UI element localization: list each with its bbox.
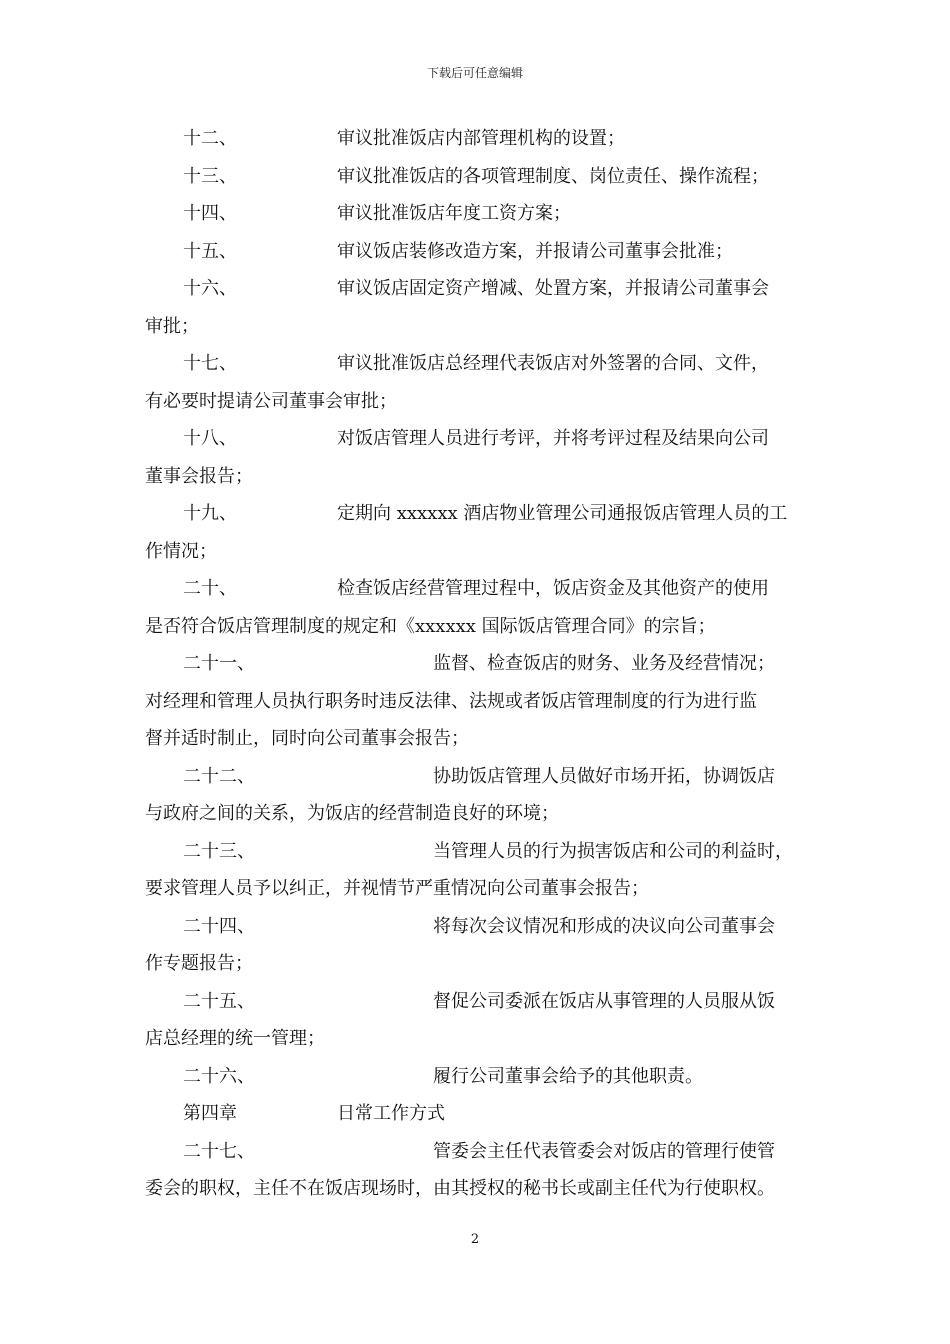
- item-text: 审议批准饭店年度工资方案；: [337, 203, 571, 224]
- item-text-continued: 审批；: [145, 315, 199, 337]
- item-text-continued: 店总经理的统一管理；: [145, 1028, 325, 1049]
- item-text-continued: 与政府之间的关系，为饭店的经营制造良好的环境；: [145, 803, 559, 824]
- item-text: 检查饭店经营管理过程中，饭店资金及其他资产的使用: [337, 578, 769, 599]
- item-number: 十五、: [183, 240, 237, 262]
- item-text-continued: 作专题报告；: [145, 953, 253, 974]
- page-number: 2: [470, 1232, 480, 1247]
- item-text: 履行公司董事会给予的其他职责。: [433, 1065, 703, 1087]
- item-24-continuation: [145, 945, 815, 983]
- chapter-heading: [145, 1095, 815, 1133]
- item-text-continued: 要求管理人员予以纠正，并视情节严重情况向公司董事会报告；: [145, 878, 649, 899]
- item-text: 审议批准饭店的各项管理制度、岗位责任、操作流程；: [337, 165, 769, 187]
- item-number: 二十二、: [183, 765, 255, 787]
- item-25-continuation: [145, 1020, 815, 1058]
- item-21-continuation: [145, 720, 815, 758]
- item-19: [145, 495, 815, 533]
- item-26: [145, 1058, 815, 1096]
- item-number: 十六、: [183, 278, 237, 299]
- item-text: 审议饭店装修改造方案，并报请公司董事会批准；: [337, 240, 733, 262]
- item-27: [145, 1133, 815, 1171]
- item-text: 对饭店管理人员进行考评，并将考评过程及结果向公司: [337, 428, 769, 449]
- chapter-number: 第四章: [183, 1103, 237, 1124]
- item-13: [145, 158, 815, 196]
- item-text: 定期向 xxxxxx 酒店物业管理公司通报饭店管理人员的工: [337, 503, 788, 524]
- item-number: 十九、: [183, 503, 237, 524]
- item-number: 十四、: [183, 203, 237, 224]
- item-17: [145, 345, 815, 383]
- item-text: 将每次会议情况和形成的决议向公司董事会: [433, 915, 775, 937]
- item-number: 十三、: [183, 165, 237, 187]
- page-header: 下载后可任意编辑: [426, 66, 523, 80]
- item-text-continued: 督并适时制止，同时向公司董事会报告；: [145, 728, 469, 749]
- item-20-continuation: [145, 608, 815, 646]
- item-text-continued: 对经理和管理人员执行职务时违反法律、法规或者饭店管理制度的行为进行监: [145, 690, 757, 712]
- item-15: [145, 233, 815, 271]
- item-number: 二十三、: [183, 840, 255, 862]
- item-text-continued: 董事会报告；: [145, 465, 253, 487]
- item-text-continued: 作情况；: [145, 540, 217, 562]
- item-number: 二十五、: [183, 990, 255, 1012]
- item-25: [145, 983, 815, 1021]
- item-24: [145, 908, 815, 946]
- item-number: 二十六、: [183, 1065, 255, 1087]
- item-text: 审议批准饭店内部管理机构的设置；: [337, 128, 625, 149]
- item-text: 协助饭店管理人员做好市场开拓，协调饭店: [433, 765, 775, 787]
- item-text: 当管理人员的行为损害饭店和公司的利益时，: [433, 840, 793, 862]
- item-21: [145, 645, 815, 683]
- item-27-continuation: [145, 1170, 815, 1208]
- item-21-continuation: [145, 683, 815, 721]
- item-22: [145, 758, 815, 796]
- item-16-continuation: [145, 308, 815, 346]
- item-text: 监督、检查饭店的财务、业务及经营情况；: [433, 653, 775, 674]
- item-text-continued: 委会的职权，主任不在饭店现场时，由其授权的秘书长或副主任代为行使职权。: [145, 1178, 775, 1199]
- document-body: [145, 120, 815, 1208]
- item-text: 审议饭店固定资产增减、处置方案，并报请公司董事会: [337, 278, 769, 299]
- item-text: 督促公司委派在饭店从事管理的人员服从饭: [433, 990, 775, 1012]
- item-number: 十二、: [183, 128, 237, 149]
- item-20: [145, 570, 815, 608]
- item-text-continued: 是否符合饭店管理制度的规定和《xxxxxx 国际饭店管理合同》的宗旨；: [145, 615, 716, 637]
- item-23: [145, 833, 815, 871]
- item-18: [145, 420, 815, 458]
- item-18-continuation: [145, 458, 815, 496]
- item-16: [145, 270, 815, 308]
- item-number: 二十七、: [183, 1140, 255, 1162]
- item-17-continuation: [145, 383, 815, 421]
- item-number: 十七、: [183, 353, 237, 374]
- item-number: 二十一、: [183, 653, 255, 674]
- item-19-continuation: [145, 533, 815, 571]
- item-text: 管委会主任代表管委会对饭店的管理行使管: [433, 1140, 775, 1162]
- item-text-continued: 有必要时提请公司董事会审批；: [145, 390, 397, 412]
- item-number: 二十四、: [183, 915, 255, 937]
- chapter-title: 日常工作方式: [337, 1103, 445, 1124]
- item-22-continuation: [145, 795, 815, 833]
- item-number: 二十、: [183, 578, 237, 599]
- item-23-continuation: [145, 870, 815, 908]
- item-number: 十八、: [183, 428, 237, 449]
- item-14: [145, 195, 815, 233]
- item-12: [145, 120, 815, 158]
- item-text: 审议批准饭店总经理代表饭店对外签署的合同、文件，: [337, 353, 769, 374]
